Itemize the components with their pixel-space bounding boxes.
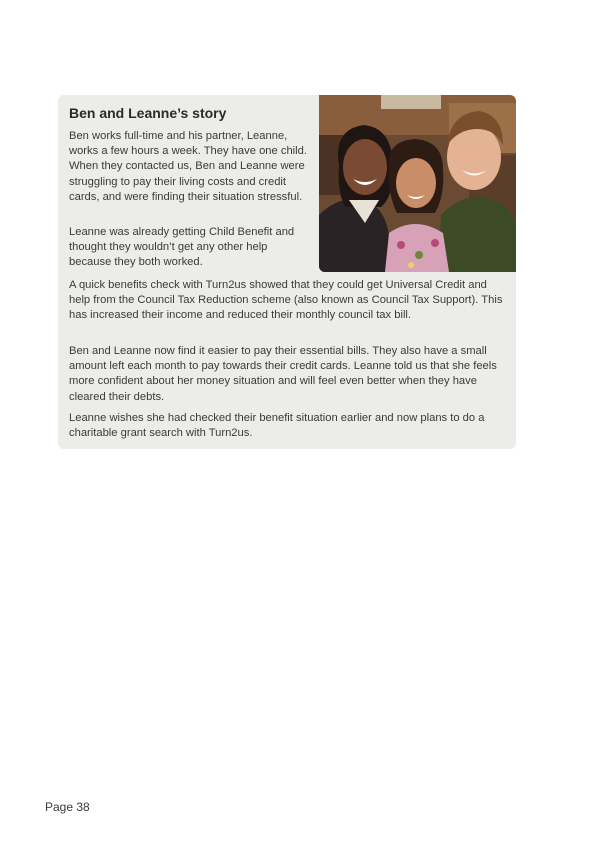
story-box bbox=[58, 95, 516, 449]
story-paragraph: A quick benefits check with Turn2us showed that they could get Universal Credit and help from the Council Tax Reduction scheme (also known as Council Tax Support). This has increased their income and reduced their monthly council tax bill. bbox=[69, 279, 503, 322]
story-paragraph: Leanne wishes she had checked their benefit situation earlier and now plans to do a charitable grant search with Turn2us. bbox=[69, 412, 485, 440]
family-photo bbox=[319, 95, 516, 272]
story-paragraph: Ben works full-time and his partner, Leanne, works a few hours a week. They have one child. When they contacted us, Ben and Leanne were struggling to pay their living costs and credit cards, and were finding their situation stressful. bbox=[69, 130, 307, 203]
page-number: Page 38 bbox=[45, 800, 90, 814]
story-title: Ben and Leanne’s story bbox=[69, 105, 227, 121]
story-paragraph: Leanne was already getting Child Benefit and thought they wouldn’t get any other help because they both worked. bbox=[69, 226, 295, 269]
story-paragraph: Ben and Leanne now find it easier to pay their essential bills. They also have a small amount left each month to pay towards their credit cards. Leanne told us that she feels more confident about her money situation and will feel even better when they have cleared their debts. bbox=[69, 345, 497, 403]
